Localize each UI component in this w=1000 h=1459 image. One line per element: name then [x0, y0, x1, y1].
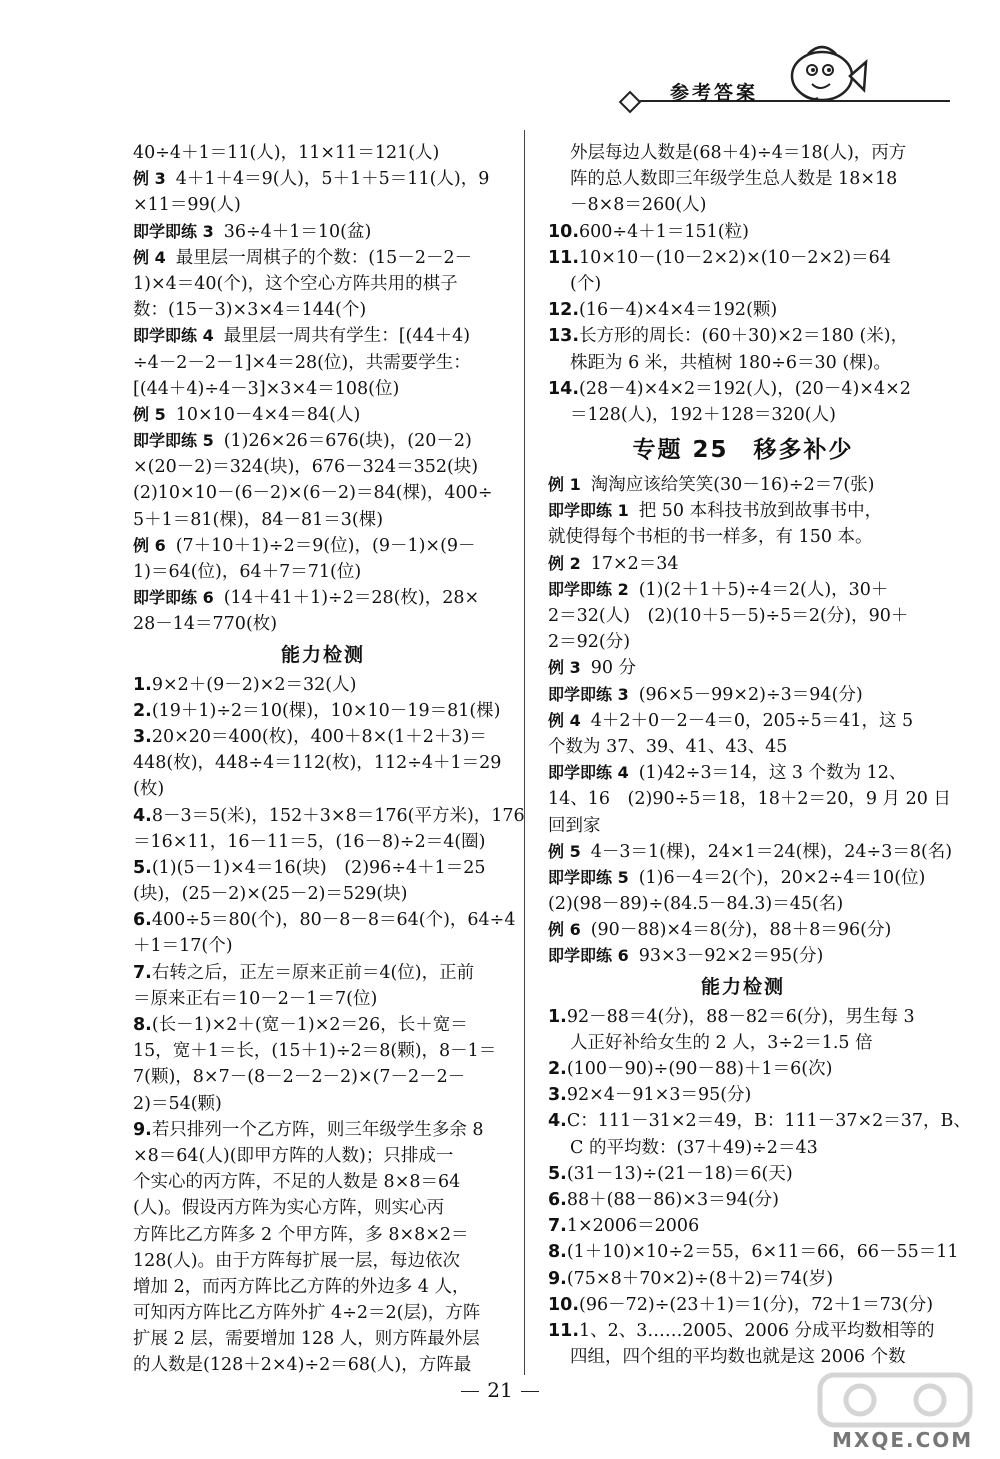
answer-text: (1)42÷3＝14，这 3 个数为 12、	[638, 763, 907, 784]
answer-line	[548, 1187, 938, 1213]
answer-text: C 的平均数：(37＋49)÷2＝43	[570, 1137, 818, 1158]
answer-line	[133, 323, 513, 349]
answer-line	[548, 472, 938, 498]
answer-text: 8－3＝5(米)，152＋3×8＝176(平方米)，176	[151, 805, 525, 826]
question-number: 6.	[548, 1189, 567, 1210]
answer-line	[133, 1195, 513, 1221]
answer-text: 10×10－(10－2×2)×(10－2×2)＝64	[579, 247, 891, 268]
answer-line	[133, 724, 513, 750]
answer-line	[548, 1266, 938, 1292]
answer-line	[548, 376, 938, 402]
answer-text: 淘淘应该给笑笑(30－16)÷2＝7(张)	[590, 475, 875, 496]
right-column	[548, 140, 971, 1370]
answer-text: 最里层一周棋子的个数：(15－2－2－	[175, 247, 473, 268]
example-label: 例 5	[548, 841, 581, 861]
question-number: 8.	[548, 1242, 567, 1263]
answer-text: 36÷4＋1＝10(盆)	[223, 221, 372, 242]
answer-text: (1)(2＋1＋5)÷4＝2(人)，30＋	[638, 579, 889, 600]
answer-line	[133, 672, 513, 698]
answer-line	[133, 1326, 513, 1352]
page-number: 21	[487, 1378, 513, 1402]
question-number: 1.	[548, 1006, 567, 1027]
question-number: 10.	[548, 221, 580, 242]
answer-text: 15，宽＋1＝长，(15＋1)÷2＝8(颗)，8－1＝	[133, 1041, 497, 1062]
answer-text: 2＝32(人) (2)(10＋5－5)÷5＝2(分)，90＋	[548, 606, 909, 626]
example-label: 例 6	[548, 920, 581, 940]
answer-line	[548, 1135, 938, 1161]
answer-text: 90 分	[590, 658, 637, 679]
answer-line	[133, 855, 513, 881]
topic-heading: 专题 25 移多补少	[632, 437, 854, 464]
answer-text: (96×5－99×2)÷3＝94(分)	[638, 684, 863, 705]
answer-text: ×11＝99(人)	[133, 195, 241, 216]
answer-text: 右转之后，正左＝原来正前＝4(位)，正前	[151, 962, 475, 983]
answer-text: 最里层一周共有学生：[(44＋4)	[223, 326, 471, 347]
answer-line	[548, 1030, 938, 1056]
answer-line	[548, 603, 938, 629]
answer-text: 17×2＝34	[590, 553, 679, 574]
answer-line	[548, 551, 938, 577]
question-number: 3.	[133, 726, 152, 747]
answer-text: 人正好补给女生的 2 人，3÷2＝1.5 倍	[570, 1032, 873, 1053]
footer-dash-right	[521, 1391, 539, 1392]
answer-line	[548, 708, 938, 734]
question-number: 6.	[133, 910, 152, 931]
answer-text: 9×2＋(9－2)×2＝32(人)	[151, 674, 357, 695]
answer-text: 阵的总人数即三年级学生总人数是 18×18	[570, 169, 898, 190]
answer-line	[548, 192, 938, 218]
answer-text: ÷4－2－2－1]×4＝28(位)，共需要学生：	[133, 352, 471, 373]
answer-text: 88＋(88－86)×3＝94(分)	[566, 1189, 780, 1210]
fish-mascot-icon	[778, 40, 868, 112]
answer-line	[133, 803, 525, 829]
answer-text: 600÷4＋1＝151(粒)	[579, 221, 749, 242]
answer-line	[133, 1064, 513, 1090]
answer-line	[133, 1038, 513, 1064]
answer-line	[133, 1300, 513, 1326]
column-divider	[524, 130, 525, 1375]
answer-line	[548, 943, 938, 969]
answer-text: (长－1)×2＋(宽－1)×2＝26，长＋宽＝	[151, 1015, 468, 1035]
question-number: 14.	[548, 378, 580, 399]
question-number: 2.	[133, 700, 152, 721]
question-number: 4.	[548, 1111, 567, 1132]
answer-text: (7＋10＋1)÷2＝9(位)，(9－1)×(9－	[175, 535, 476, 556]
footer-dash-left	[461, 1391, 479, 1392]
answer-text: (2)(98－89)÷(84.5－84.3)＝45(名)	[548, 894, 844, 915]
answer-line	[133, 986, 513, 1012]
answer-text: 四组，四个组的平均数也就是这 2006 个数	[570, 1347, 906, 1368]
answer-line	[133, 1012, 513, 1038]
answer-text: (100－90)÷(90－88)＋1＝6(次)	[566, 1059, 833, 1079]
answer-line	[548, 786, 951, 812]
answer-text: (19＋1)÷2＝10(棵)，10×10－19＝81(棵)	[151, 700, 501, 721]
example-label: 例 3	[133, 169, 166, 189]
answer-text: 数：(15－3)×3×4＝144(个)	[133, 300, 367, 321]
answer-text: (1)(5－1)×4＝16(块) (2)96÷4＋1＝25	[151, 857, 486, 878]
answer-text: 40÷4＋1＝11(人)，11×11＝121(人)	[133, 143, 440, 163]
answer-text: 把 50 本科技书放到故事书中，	[638, 501, 883, 522]
answer-line	[133, 907, 516, 933]
answer-text: 10×10－4×4＝84(人)	[175, 404, 361, 425]
answer-line	[133, 140, 513, 166]
answer-text: 2＝92(分)	[548, 632, 631, 653]
answer-line	[133, 698, 513, 724]
answer-line	[548, 891, 938, 917]
header-title: 参考答案	[670, 82, 759, 104]
answer-line	[133, 960, 513, 986]
answer-line	[133, 1222, 513, 1248]
answer-line	[133, 271, 513, 297]
answer-text: 400÷5＝80(个)，80－8－8＝64(个)，64÷4	[151, 910, 516, 931]
answer-text: C：111－31×2＝49，B：111－37×2＝37，B、	[566, 1111, 971, 1132]
answer-line	[133, 350, 513, 376]
answer-text: 92－88＝4(分)，88－82＝6(分)，男生每 3	[566, 1006, 915, 1027]
header-diamond-ornament	[619, 91, 642, 114]
answer-line	[133, 559, 513, 585]
answer-line	[548, 1161, 938, 1187]
answer-line	[548, 682, 938, 708]
answer-text: 1×2006＝2006	[566, 1216, 700, 1237]
example-label: 即学即练 5	[548, 867, 629, 887]
answer-line	[548, 140, 938, 166]
example-label: 即学即练 3	[548, 684, 629, 704]
answer-text: (14＋41＋1)÷2＝28(枚)，28×	[223, 588, 480, 609]
answer-line	[548, 350, 938, 376]
question-number: 12.	[548, 300, 580, 321]
answer-line	[548, 1108, 971, 1134]
question-number: 5.	[548, 1163, 567, 1184]
answer-text: ＝原来正右＝10－2－1＝7(位)	[133, 988, 378, 1009]
answer-line	[133, 1143, 513, 1169]
answer-line	[548, 271, 938, 297]
answer-line	[548, 402, 938, 428]
example-label: 例 1	[548, 475, 581, 495]
answer-line	[548, 577, 938, 603]
answer-line	[133, 297, 513, 323]
example-label: 例 4	[548, 710, 581, 730]
answer-text: 增加 2，而丙方阵比乙方阵的外边多 4 人，	[133, 1276, 470, 1297]
answer-text: 个数为 37、39、41、43、45	[548, 736, 788, 757]
answer-text: (16－4)×4×4＝192(颗)	[579, 300, 778, 321]
answer-text: ＋1＝17(个)	[133, 936, 233, 957]
answer-line	[548, 498, 938, 524]
answer-text: 可知丙方阵比乙方阵外扩 4÷2＝2(层)，方阵	[133, 1303, 481, 1324]
answer-line	[133, 480, 513, 506]
example-label: 例 5	[133, 404, 166, 424]
answer-text: 5＋1＝81(棵)，84－81＝3(棵)	[133, 509, 384, 530]
answer-text: －8×8＝260(人)	[570, 195, 707, 216]
question-number: 5.	[133, 857, 152, 878]
answer-text: 20×20＝400(枚)，400＋8×(1＋2＋3)＝	[151, 726, 487, 747]
answer-line	[548, 1239, 959, 1265]
answer-line	[133, 1169, 513, 1195]
question-number: 13.	[548, 326, 580, 347]
answer-text: (个)	[570, 273, 602, 294]
answer-line	[133, 192, 513, 218]
answer-text: 1、2、3……2005、2006 分成平均数相等的	[579, 1320, 935, 1341]
question-number: 11.	[548, 1320, 580, 1341]
answer-text: 就使得每个书柜的书一样多，有 150 本。	[548, 527, 873, 548]
question-number: 2.	[548, 1059, 567, 1079]
answer-text: 1)×4＝40(个)，这个空心方阵共用的棋子	[133, 273, 458, 294]
answer-text: 7(颗)，8×7－(8－2－2－2)×(7－2－2－	[133, 1067, 466, 1088]
page-header	[0, 40, 1000, 120]
answer-text: (人)。假设丙方阵为实心方阵，则实心丙	[133, 1198, 445, 1219]
answer-line	[548, 219, 938, 245]
question-number: 4.	[133, 805, 152, 826]
question-number: 3.	[548, 1085, 567, 1106]
answer-line	[133, 1248, 513, 1274]
example-label: 即学即练 1	[548, 501, 629, 521]
answer-line	[133, 1352, 513, 1378]
answer-line	[548, 760, 938, 786]
answer-text: [(44＋4)÷4－3]×3×4＝108(位)	[133, 378, 400, 399]
example-label: 例 4	[133, 247, 166, 267]
answer-line	[133, 750, 513, 776]
answer-line	[548, 524, 938, 550]
example-label: 即学即练 3	[133, 221, 214, 241]
answer-line	[548, 1292, 938, 1318]
answer-text: 4－3＝1(棵)，24×1＝24(棵)，24÷3＝8(名)	[590, 841, 953, 862]
answer-text: (75×8＋70×2)÷(8＋2)＝74(岁)	[566, 1268, 834, 1289]
answer-line	[548, 1344, 938, 1370]
answer-text: 2)＝54(颗)	[133, 1093, 222, 1114]
answer-line	[548, 629, 938, 655]
answer-text: 1)＝64(位)，64＋7＝71(位)	[133, 562, 362, 582]
answer-text: (2)10×10－(6－2)×(6－2)＝84(棵)，400÷	[133, 483, 493, 504]
answer-line	[548, 245, 938, 271]
answer-text: 株距为 6 米，共植树 180÷6＝30 (棵)。	[570, 352, 892, 373]
answer-text: (1＋10)×10÷2＝55，6×11＝66，66－55＝11	[566, 1242, 959, 1263]
section-heading: 能力检测	[280, 643, 365, 666]
answer-line	[133, 933, 513, 959]
question-number: 7.	[548, 1216, 567, 1237]
example-label: 例 3	[548, 658, 581, 678]
answer-line	[133, 219, 513, 245]
answer-line	[548, 1056, 938, 1082]
answer-text: (96－72)÷(23＋1)＝1(分)，72＋1＝73(分)	[579, 1294, 934, 1315]
answer-line	[548, 297, 938, 323]
answer-text: 扩展 2 层，需要增加 128 人，则方阵最外层	[133, 1329, 480, 1350]
answer-text: 4＋1＋4＝9(人)，5＋1＋5＝11(人)，9	[175, 169, 490, 190]
answer-text: 28－14＝770(枚)	[133, 614, 278, 635]
answer-line	[548, 1318, 938, 1344]
answer-text: 长方形的周长：(60＋30)×2＝180 (米)，	[579, 326, 909, 347]
answer-line	[548, 655, 938, 681]
answer-text: ×8＝64(人)(即甲方阵的人数)；只排成一	[133, 1145, 454, 1166]
answer-line	[133, 402, 513, 428]
answer-text: ＝128(人)，192＋128＝320(人)	[570, 404, 836, 425]
answer-line	[548, 166, 938, 192]
answer-line	[133, 585, 513, 611]
answer-line	[133, 881, 513, 907]
answer-line	[133, 1091, 513, 1117]
answer-text: (枚)	[133, 779, 165, 800]
answer-text: 若只排列一个乙方阵，则三年级学生多余 8	[151, 1119, 484, 1140]
answer-text: 个实心的丙方阵，不足的人数是 8×8＝64	[133, 1172, 461, 1193]
example-label: 例 2	[548, 553, 581, 573]
example-label: 即学即练 4	[133, 326, 214, 346]
question-number: 8.	[133, 1015, 152, 1035]
section-heading: 能力检测	[700, 975, 785, 998]
answer-text: ×(20－2)＝324(块)，676－324＝352(块)	[133, 457, 479, 478]
answer-text: (1)26×26＝676(块)，(20－2)	[223, 431, 472, 452]
answer-text: 外层每边人数是(68＋4)÷4＝18(人)，丙方	[570, 143, 907, 163]
answer-line	[133, 376, 513, 402]
answer-text: 448(枚)，448÷4＝112(枚)，112÷4＋1＝29	[133, 753, 502, 774]
answer-line	[133, 245, 513, 271]
answer-text: (31－13)÷(21－18)＝6(天)	[566, 1163, 793, 1184]
answer-line	[548, 1213, 938, 1239]
answer-line	[133, 776, 513, 802]
answer-line	[548, 734, 938, 760]
example-label: 即学即练 4	[548, 763, 629, 783]
answer-line	[133, 829, 513, 855]
example-label: 即学即练 6	[548, 946, 629, 966]
answer-line	[548, 865, 938, 891]
answer-line	[133, 1274, 513, 1300]
answer-text: 回到家	[548, 815, 601, 836]
answer-line	[133, 533, 513, 559]
answer-text: 128(人)。由于方阵每扩展一层，每边依次	[133, 1250, 461, 1271]
answer-line	[548, 917, 938, 943]
answer-text: 93×3－92×2＝95(分)	[638, 946, 824, 967]
question-number: 10.	[548, 1294, 580, 1315]
answer-text: (块)，(25－2)×(25－2)＝529(块)	[133, 884, 408, 905]
example-label: 即学即练 2	[548, 579, 629, 599]
example-label: 即学即练 6	[133, 588, 214, 608]
question-number: 9.	[548, 1268, 567, 1289]
question-number: 1.	[133, 674, 152, 695]
answer-text: 92×4－91×3＝95(分)	[566, 1085, 752, 1106]
answer-line	[548, 1082, 938, 1108]
question-number: 7.	[133, 962, 152, 983]
answer-text: 方阵比乙方阵多 2 个甲方阵，多 8×8×2＝	[133, 1224, 469, 1245]
answer-text: 14、16 (2)90÷5＝18，18＋2＝20，9 月 20 日	[548, 789, 951, 810]
answer-text: (28－4)×4×2＝192(人)，(20－4)×4×2	[579, 378, 911, 399]
question-number: 11.	[548, 247, 580, 268]
answer-line	[133, 1117, 513, 1143]
answer-line	[548, 813, 938, 839]
question-number: 9.	[133, 1119, 152, 1140]
answer-line	[548, 839, 953, 865]
answer-line	[133, 428, 513, 454]
answer-line	[133, 166, 513, 192]
answer-text: (1)6－4＝2(个)，20×2÷4＝10(位)	[638, 867, 926, 888]
example-label: 例 6	[133, 535, 166, 555]
left-column	[133, 140, 525, 1379]
answer-text: ＝16×11，16－11＝5，(16－8)÷2＝4(圈)	[133, 831, 486, 852]
answer-line	[133, 507, 513, 533]
example-label: 即学即练 5	[133, 431, 214, 451]
answer-line	[548, 323, 938, 349]
answer-text: 4＋2＋0－2－4＝0，205÷5＝41，这 5	[590, 710, 914, 731]
answer-line	[133, 611, 513, 637]
answer-text: (90－88)×4＝8(分)，88＋8＝96(分)	[590, 920, 892, 941]
watermark-text: MXQE.COM	[832, 1428, 974, 1452]
answer-line	[133, 454, 513, 480]
answer-line	[548, 1004, 938, 1030]
answer-text: 的人数是(128＋2×4)÷2＝68(人)，方阵最	[133, 1355, 472, 1376]
